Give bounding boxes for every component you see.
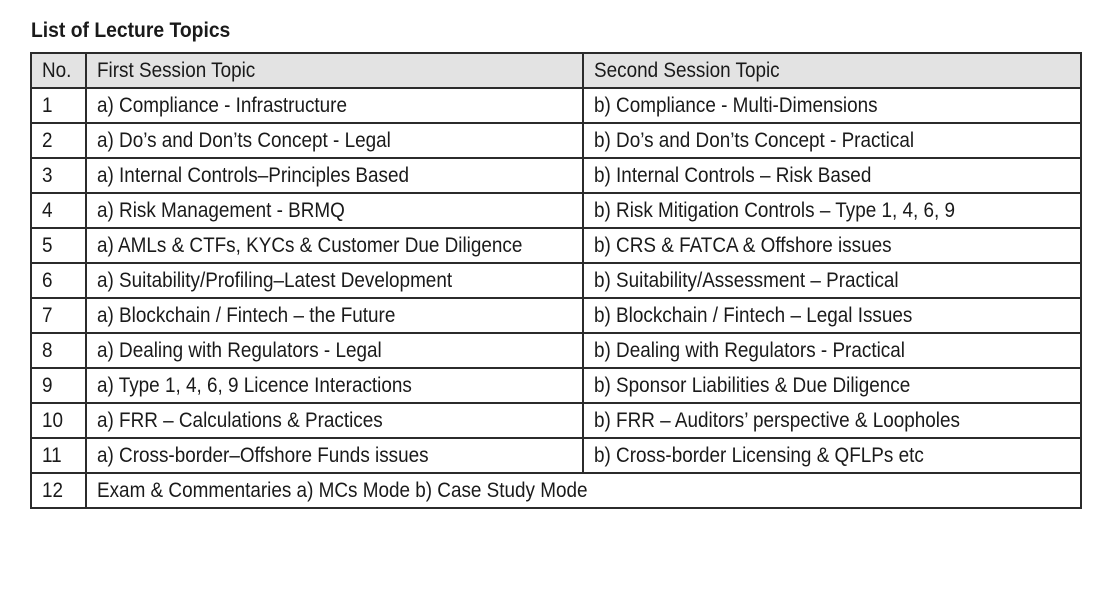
first-session-topic: a) Suitability/Profiling–Latest Development: [86, 263, 583, 298]
second-session-topic: b) Cross-border Licensing & QFLPs etc: [583, 438, 1081, 473]
table-body: [31, 88, 1081, 508]
first-session-topic: a) Internal Controls–Principles Based: [86, 158, 583, 193]
row-number: 1: [31, 88, 86, 123]
second-session-topic: b) Internal Controls – Risk Based: [583, 158, 1081, 193]
first-session-topic: a) AMLs & CTFs, KYCs & Customer Due Diligence: [86, 228, 583, 263]
first-session-topic: a) Risk Management - BRMQ: [86, 193, 583, 228]
row-number: 5: [31, 228, 86, 263]
header-row: [31, 53, 1081, 88]
row-number: 8: [31, 333, 86, 368]
table-row: [31, 298, 1081, 333]
row-number: 11: [31, 438, 86, 473]
table-row: [31, 438, 1081, 473]
first-session-topic: a) Dealing with Regulators - Legal: [86, 333, 583, 368]
row-number: 12: [31, 473, 86, 508]
row-number: 3: [31, 158, 86, 193]
table-row: [31, 158, 1081, 193]
table-row: [31, 88, 1081, 123]
table-row: [31, 403, 1081, 438]
lecture-topics-table: [30, 52, 1082, 509]
exam-topic: Exam & Commentaries a) MCs Mode b) Case Study Mode: [86, 473, 1081, 508]
table-row-final: [31, 473, 1081, 508]
first-session-topic: a) Type 1, 4, 6, 9 Licence Interactions: [86, 368, 583, 403]
row-number: 6: [31, 263, 86, 298]
row-number: 4: [31, 193, 86, 228]
row-number: 9: [31, 368, 86, 403]
page-title: List of Lecture Topics: [31, 19, 231, 42]
row-number: 2: [31, 123, 86, 158]
row-number: 10: [31, 403, 86, 438]
row-number: 7: [31, 298, 86, 333]
header-second-session: Second Session Topic: [583, 53, 1081, 88]
second-session-topic: b) Risk Mitigation Controls – Type 1, 4, 6, 9: [583, 193, 1081, 228]
first-session-topic: a) Blockchain / Fintech – the Future: [86, 298, 583, 333]
second-session-topic: b) Dealing with Regulators - Practical: [583, 333, 1081, 368]
second-session-topic: b) Blockchain / Fintech – Legal Issues: [583, 298, 1081, 333]
second-session-topic: b) Suitability/Assessment – Practical: [583, 263, 1081, 298]
table-row: [31, 368, 1081, 403]
first-session-topic: a) Cross-border–Offshore Funds issues: [86, 438, 583, 473]
first-session-topic: a) Compliance - Infrastructure: [86, 88, 583, 123]
first-session-topic: a) FRR – Calculations & Practices: [86, 403, 583, 438]
table-header: [31, 53, 1081, 88]
header-first-session: First Session Topic: [86, 53, 583, 88]
second-session-topic: b) CRS & FATCA & Offshore issues: [583, 228, 1081, 263]
table-row: [31, 228, 1081, 263]
table-row: [31, 193, 1081, 228]
second-session-topic: b) Compliance - Multi-Dimensions: [583, 88, 1081, 123]
second-session-topic: b) Do’s and Don’ts Concept - Practical: [583, 123, 1081, 158]
table-row: [31, 123, 1081, 158]
second-session-topic: b) FRR – Auditors’ perspective & Loopholes: [583, 403, 1081, 438]
header-no: No.: [31, 53, 86, 88]
table-row: [31, 333, 1081, 368]
second-session-topic: b) Sponsor Liabilities & Due Diligence: [583, 368, 1081, 403]
table-row: [31, 263, 1081, 298]
first-session-topic: a) Do’s and Don’ts Concept - Legal: [86, 123, 583, 158]
